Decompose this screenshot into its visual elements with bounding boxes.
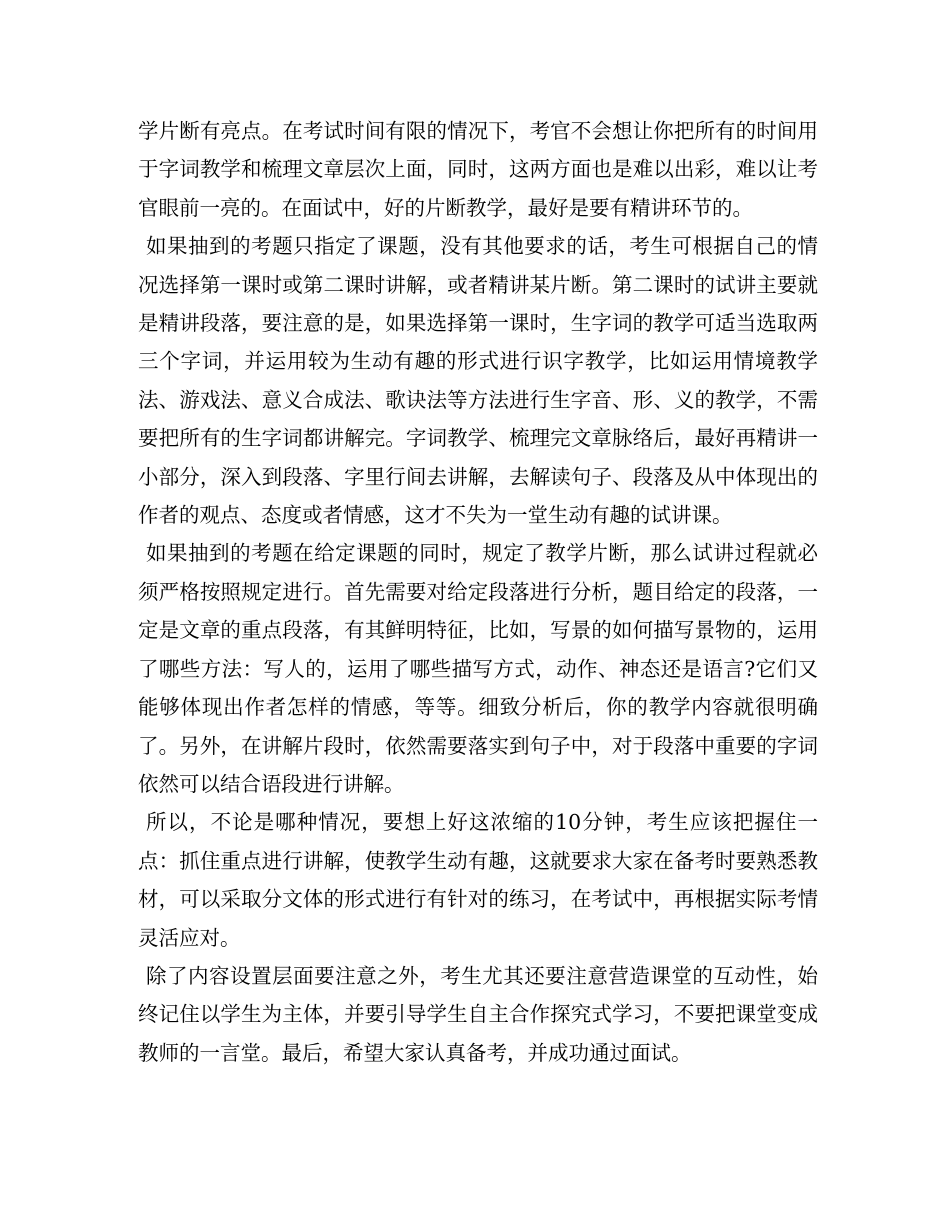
paragraph: 所以，不论是哪种情况，要想上好这浓缩的10分钟，考生应该把握住一点：抓住重点进行讲解，使教学生动有趣，这就要求大家在备考时要熟悉教材，可以采取分文体的形式进行有针对的练习，在考试中，再根据实际考情灵活应对。	[138, 810, 818, 950]
document-body	[138, 112, 818, 1072]
paragraph: 除了内容设置层面要注意之外，考生尤其还要注意营造课堂的互动性，始终记住以学生为主体，并要引导学生自主合作探究式学习，不要把课堂变成教师的一言堂。最后，希望大家认真备考，并成功通过面试。	[138, 963, 818, 1065]
paragraph: 学片断有亮点。在考试时间有限的情况下，考官不会想让你把所有的时间用于字词教学和梳理文章层次上面，同时，这两方面也是难以出彩，难以让考官眼前一亮的。在面试中，好的片断教学，最好是要有精讲环节的。	[138, 119, 818, 220]
paragraph: 如果抽到的考题只指定了课题，没有其他要求的话，考生可根据自己的情况选择第一课时或第二课时讲解，或者精讲某片断。第二课时的试讲主要就是精讲段落，要注意的是，如果选择第一课时，生字词的教学可适当选取两三个字词，并运用较为生动有趣的形式进行识字教学，比如运用情境教学法、游戏法、意义合成法、歌诀法等方法进行生字音、形、义的教学，不需要把所有的生字词都讲解完。字词教学、梳理完文章脉络后，最好再精讲一小部分，深入到段落、字里行间去讲解，去解读句子、段落及从中体现出的作者的观点、态度或者情感，这才不失为一堂生动有趣的试讲课。	[138, 234, 818, 528]
paragraph: 如果抽到的考题在给定课题的同时，规定了教学片断，那么试讲过程就必须严格按照规定进行。首先需要对给定段落进行分析，题目给定的段落，一定是文章的重点段落，有其鲜明特征，比如，写景的如何描写景物的，运用了哪些方法：写人的，运用了哪些描写方式，动作、神态还是语言?它们又能够体现出作者怎样的情感，等等。细致分析后，你的教学内容就很明确了。另外，在讲解片段时，依然需要落实到句子中，对于段落中重要的字词依然可以结合语段进行讲解。	[138, 541, 818, 796]
